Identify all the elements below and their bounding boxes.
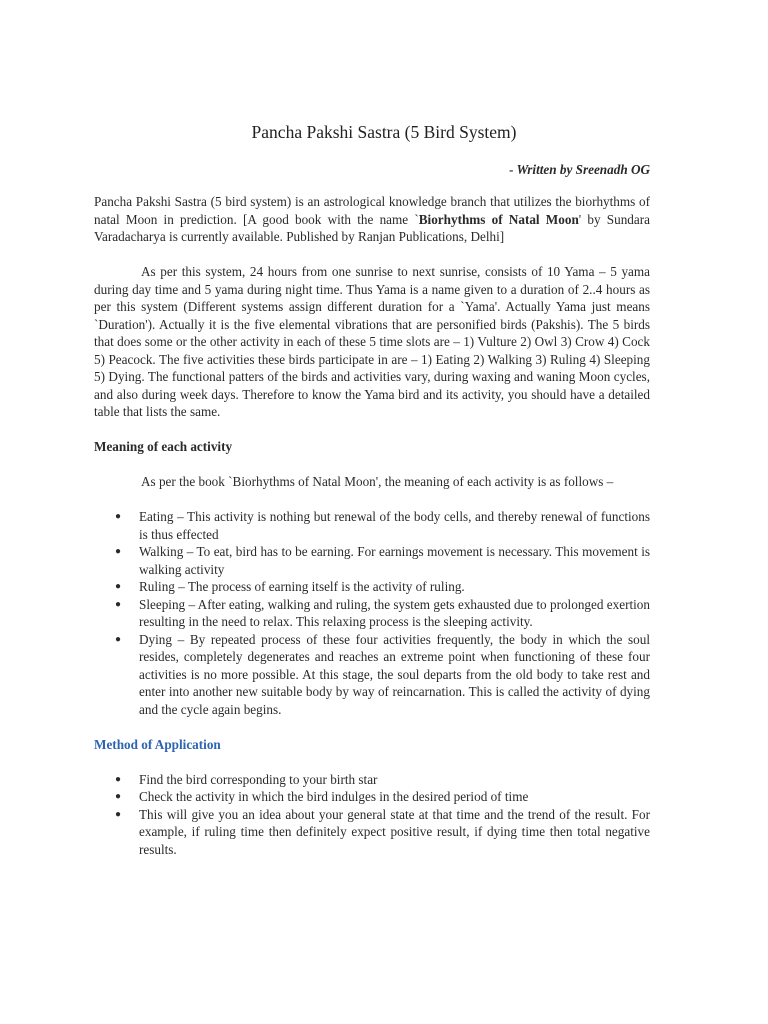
activity-list [94,508,650,718]
yama-paragraph: As per this system, 24 hours from one sunrise to next sunrise, consists of 10 Yama – 5 yama during day time and 5 yama during night time. Thus Yama is a name given to a duration of 2..4 hours as per this system (Different systems assign different duration for a `Yama'. Actually Yama just means `Duration'). Actually it is the five elemental vibrations that are personified birds (Pakshis). The 5 birds that does some or the other activity in each of these 5 time slots are – 1) Vulture 2) Owl 3) Crow 4) Cock 5) Peacock. The five activities these birds participate in are – 1) Eating 2) Walking 3) Ruling 4) Sleeping 5) Dying. The functional patters of the birds and activities vary, during waxing and waning Moon cycles, and also during week days. Therefore to know the Yama bird and its activity, you should have a detailed table that lists the same. [94,264,650,419]
bullet-icon: ● [115,808,122,820]
bullet-icon: ● [115,633,122,645]
document-title [0,121,768,143]
activity-text: Ruling – The process of earning itself is the activity of ruling. [139,579,465,594]
list-item [115,596,650,631]
activity-text: Sleeping – After eating, walking and ruling, the system gets exhausted due to prolonged exertion resulting in the need to relax. This relaxing process is the sleeping activity. [139,596,650,629]
method-step-text: This will give you an idea about your general state at that time and the trend of the result. For example, if ruling time then definitely expect positive result, if dying time then total negative results. [139,806,650,857]
activity-text: Dying – By repeated process of these four activities frequently, the body in which the soul resides, completely degenerates and reaches an extreme point when functioning of these four activities is no more possible. At this stage, the soul departs from the old body to take rest and enter into another new suitable body by way of reincarnation. This is called the activity of dying and the cycle again begins. [139,631,650,717]
method-list [94,771,650,859]
list-item [115,508,650,543]
heading-method: Method of Application [94,736,221,752]
author-line: - Written by Sreenadh OG [509,162,650,177]
bullet-icon: ● [115,773,122,785]
list-item [115,788,650,806]
bullet-icon: ● [115,511,122,522]
method-step-text: Check the activity in which the bird indulges in the desired period of time [139,789,529,804]
activity-text: Walking – To eat, bird has to be earning. For earnings movement is necessary. This movement is walking activity [139,544,650,577]
list-item [115,771,650,789]
intro-text-1: Pancha Pakshi Sastra (5 bird system) is an astrological knowledge branch that utilizes the biorhythms of natal Moon in prediction. [A good book with the name ` [94,194,650,227]
method-step-text: Find the bird corresponding to your birth star [139,771,378,787]
bullet-icon: ● [115,581,122,592]
heading-meaning: Meaning of each activity [94,439,233,454]
list-item [115,578,650,596]
intro-book-title: Biorhythms of Natal Moon [418,211,579,227]
document-body [94,193,650,858]
bullet-icon: ● [115,598,122,610]
intro-text-2: ' by Sundara Varadacharya is currently available. Published by Ranjan Publications, Delhi] [94,211,650,244]
list-item [115,543,650,578]
activity-text: Eating – This activity is nothing but renewal of the body cells, and thereby renewal of functions is thus effected [139,509,650,542]
list-item [115,631,650,719]
meaning-intro: As per the book `Biorhythms of Natal Moon', the meaning of each activity is as follows – [141,474,614,489]
bullet-icon: ● [115,546,122,557]
intro-paragraph [94,193,650,246]
document-title-text: Pancha Pakshi Sastra (5 Bird System) [251,122,517,142]
list-item [115,806,650,859]
bullet-icon: ● [115,791,122,802]
